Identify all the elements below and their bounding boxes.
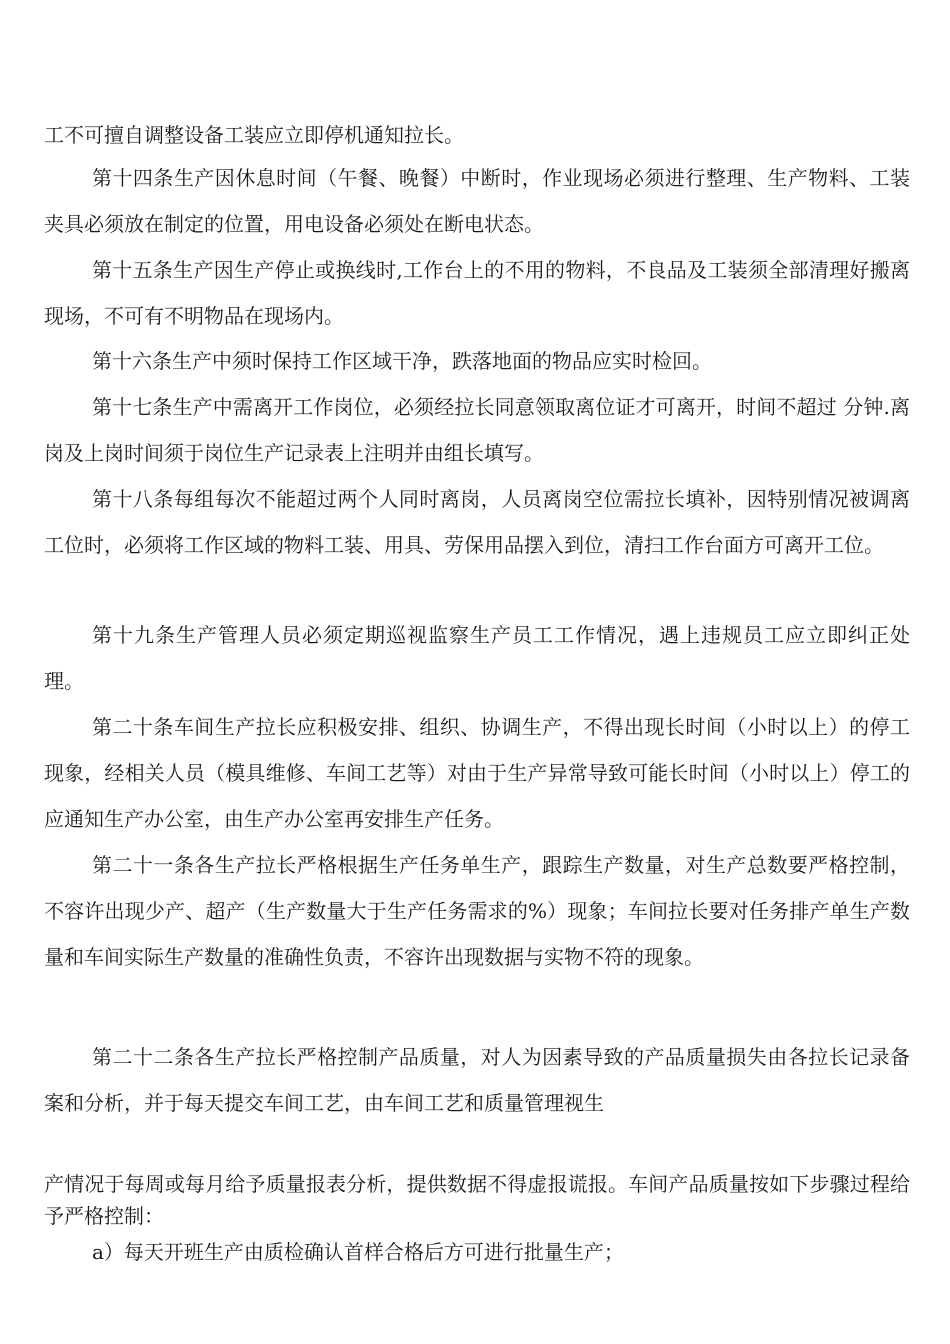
list-item-a: a）每天开班生产由质检确认首样合格后方可进行批量生产； (92, 1240, 624, 1264)
paragraph-article-14: 第十四条生产因休息时间（午餐、晚餐）中断时，作业现场必须进行整理、生产物料、工装夹具必须放在制定的位置，用电设备必须处在断电状态。 (44, 166, 910, 236)
paragraph-article-15: 第十五条生产因生产停止或换线时,工作台上的不用的物料，不良品及工装须全部清理好搬离现场，不可有不明物品在现场内。 (44, 258, 910, 328)
paragraph-article-22: 第二十二条各生产拉长严格控制产品质量，对人为因素导致的产品质量损失由各拉长记录备案和分析，并于每天提交车间工艺，由车间工艺和质量管理视生 (44, 1045, 910, 1115)
paragraph-article-19: 第十九条生产管理人员必须定期巡视监察生产员工工作情况，遇上违规员工应立即纠正处理。 (44, 623, 910, 693)
paragraph-article-21: 第二十一条各生产拉长严格根据生产任务单生产，跟踪生产数量，对生产总数要严格控制，不容许出现少产、超产（生产数量大于生产任务需求的%）现象；车间拉长要对任务排产单生产数量和车间实际生产数量的准确性负责，不容许出现数据与实物不符的现象。 (44, 853, 910, 969)
paragraph-article-22-continued: 产情况于每周或每月给予质量报表分析，提供数据不得虚报谎报。车间产品质量按如下步骤过程给予严格控制： (44, 1172, 910, 1228)
paragraph-article-18: 第十八条每组每次不能超过两个人同时离岗，人员离岗空位需拉长填补，因特别情况被调离工位时，必须将工作区域的物料工装、用具、劳保用品摆入到位，清扫工作台面方可离开工位。 (44, 487, 910, 557)
paragraph-article-20: 第二十条车间生产拉长应积极安排、组织、协调生产，不得出现长时间（小时以上）的停工现象，经相关人员（模具维修、车间工艺等）对由于生产异常导致可能长时间（小时以上）停工的应通知生产办公室，由生产办公室再安排生产任务。 (44, 715, 910, 831)
paragraph-article-17: 第十七条生产中需离开工作岗位，必须经拉长同意领取离位证才可离开，时间不超过 分钟.离岗及上岗时间须于岗位生产记录表上注明并由组长填写。 (44, 395, 910, 465)
paragraph-continuation: 工不可擅自调整设备工装应立即停机通知拉长。 (44, 123, 464, 147)
paragraph-article-16: 第十六条生产中须时保持工作区域干净，跌落地面的物品应实时检回。 (92, 349, 712, 373)
